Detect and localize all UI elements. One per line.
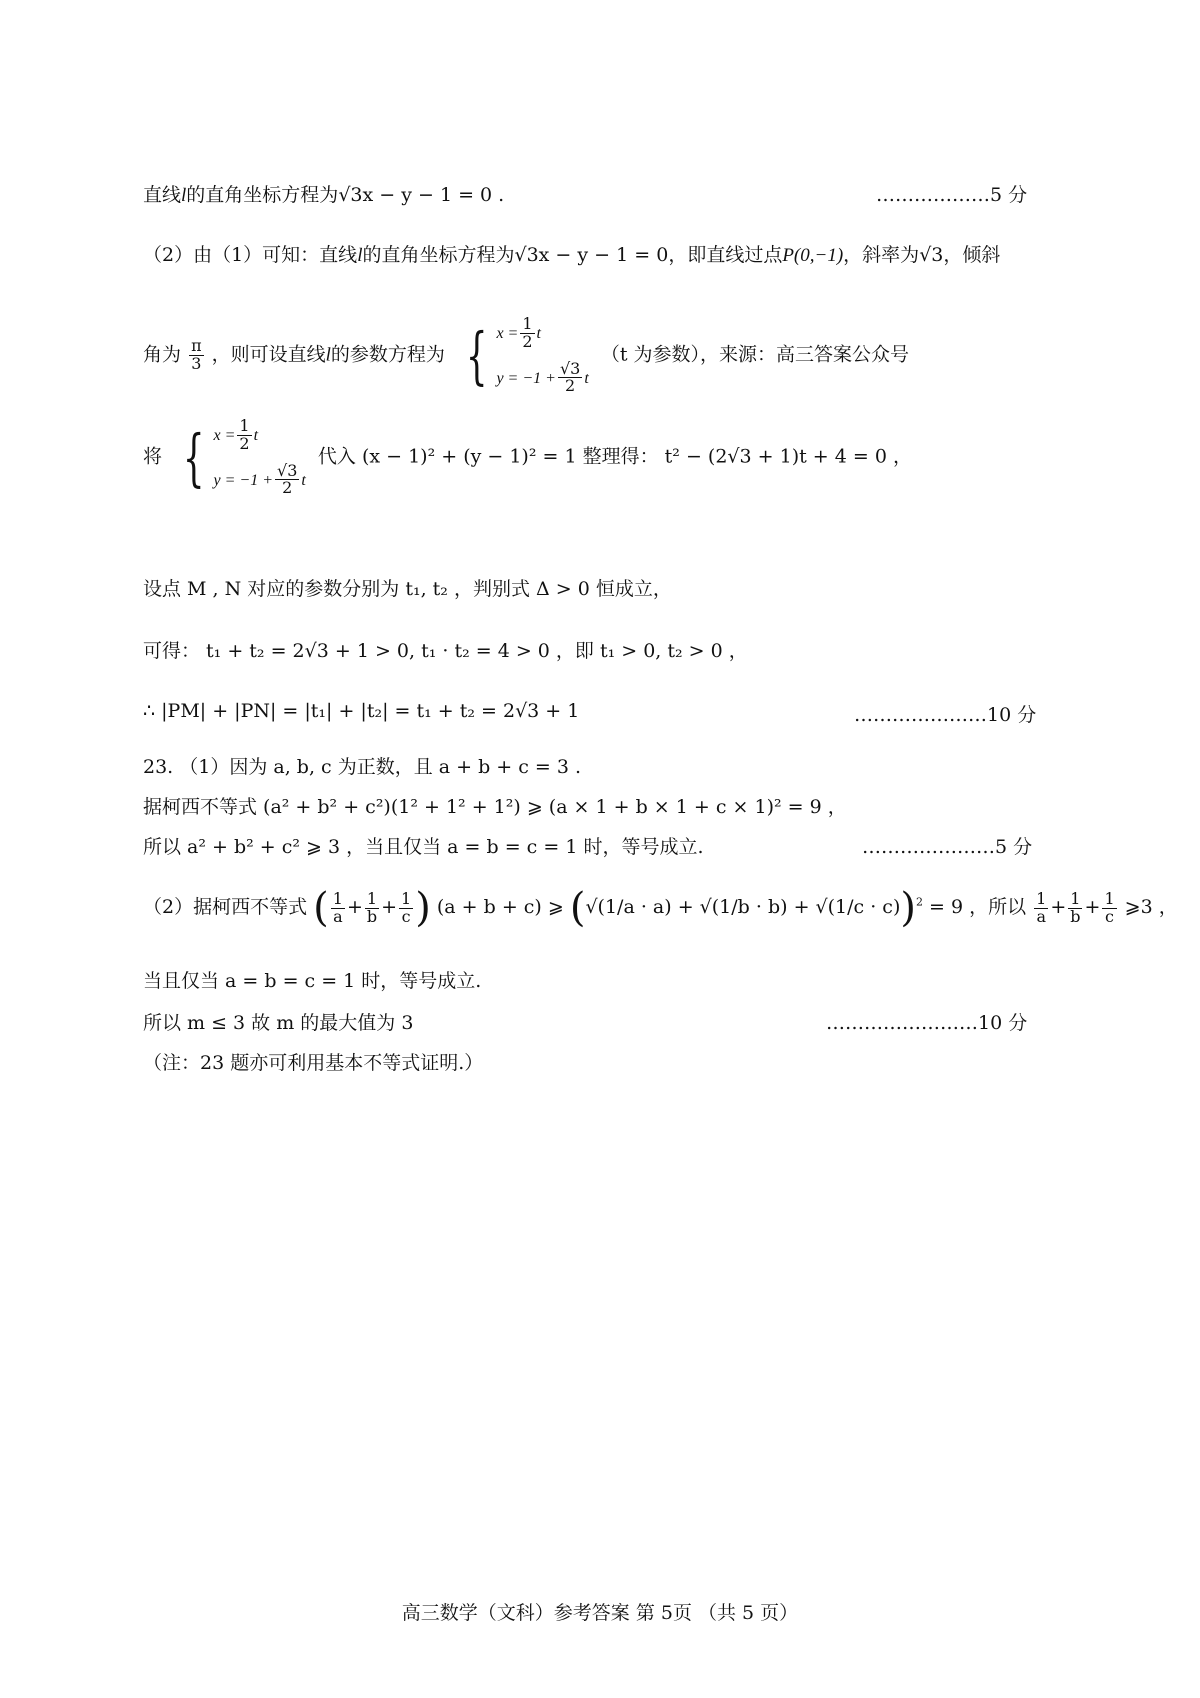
equation: (x − 1)² + (y − 1)² = 1 — [361, 445, 577, 468]
row-x — [496, 316, 588, 351]
var-l: l — [357, 245, 363, 266]
den: 2 — [282, 478, 293, 498]
line-6: 可得： t₁ + t₂ = 2√3 + 1 > 0, t₁ · t₂ = 4 > 0 ，即 t₁ > 0, t₂ > 0 ， — [143, 640, 748, 662]
den: 2 — [522, 331, 533, 351]
den: 2 — [239, 433, 250, 453]
num: 1 — [366, 888, 378, 908]
row-y — [496, 358, 589, 396]
text: 直线 — [143, 184, 182, 206]
t: t — [584, 369, 589, 387]
text: ，即直线过点 — [668, 244, 783, 266]
line-7: ∴ |PM| + |PN| = |t₁| + |t₂| = t₁ + t₂ = 2√3 + 1 — [143, 700, 580, 722]
numerator: π — [191, 336, 202, 356]
line-14: （注：23 题亦可利用基本不等式证明.） — [143, 1052, 484, 1074]
line-8: 23. （1）因为 a, b, c 为正数，且 a + b + c = 3 . — [143, 756, 582, 778]
text: （2）据柯西不等式 — [143, 896, 308, 918]
text: 将 — [143, 445, 163, 468]
parametric-system — [174, 418, 306, 497]
text: (a + b + c) ⩾ — [436, 896, 564, 918]
text: ⩾3 ， — [1124, 896, 1178, 918]
den: a — [333, 906, 343, 926]
slope: √3 — [919, 244, 944, 266]
line-10: 所以 a² + b² + c² ⩾ 3 ，当且仅当 a = b = c = 1 时，等号成立. — [143, 836, 704, 858]
den: b — [366, 906, 378, 926]
x-eq: x = — [213, 426, 236, 444]
equation: √3x − y − 1 = 0 . — [338, 184, 505, 206]
row-x — [214, 418, 306, 453]
den: c — [1105, 906, 1115, 926]
line-2 — [143, 240, 1000, 267]
parametric-system — [457, 316, 589, 395]
brace-icon: { — [465, 318, 488, 392]
den: b — [1070, 906, 1081, 926]
num: √3 — [277, 460, 298, 480]
num: 1 — [1070, 888, 1081, 908]
text: 代入 — [317, 445, 356, 468]
score-10b: ……………………10 分 — [826, 1012, 1028, 1034]
page-footer: 高三数学（文科）参考答案 第 5页 （共 5 页） — [401, 1602, 799, 1624]
paren: ( — [569, 885, 586, 931]
text: 的直角坐标方程为 — [186, 184, 339, 206]
text: ，斜率为 — [843, 244, 920, 266]
line-3 — [143, 316, 909, 395]
root-a: √(1/a · a) — [585, 896, 672, 918]
den: a — [1036, 906, 1047, 926]
text: = 9 ，所以 — [929, 896, 1027, 918]
num: √3 — [559, 358, 581, 378]
den: 2 — [565, 376, 576, 396]
x-eq: x = — [496, 324, 519, 342]
text: （t 为参数），来源：高三答案公众号 — [600, 343, 909, 366]
y-eq: y = −1 + — [496, 369, 556, 387]
num: 1 — [332, 888, 343, 908]
text: ，倾斜 — [943, 244, 1001, 266]
line-11: （2）据柯西不等式 ( $\frac{1}{a}$ + $\frac{1}{b}$ + $\frac{1}{c}$ ) (a + b + c) ⩾ $(√(1/a \cdot a) + √(1/b \cdot b) + √(1/c \cdot c))^2 = 9$ ，所以 $\frac{1}{a}$ + $\frac{1}{b}$ + $\frac{1}{c}$ ⩾3 ， — [143, 885, 1178, 931]
den: c — [401, 906, 411, 926]
denominator: 3 — [191, 354, 202, 374]
text: 的参数方程为 — [330, 343, 445, 366]
paren: ) — [415, 885, 431, 931]
t: t — [253, 426, 259, 444]
paren: ) — [900, 885, 916, 931]
text: 的直角坐标方程为 — [362, 244, 515, 266]
num: 1 — [522, 314, 533, 333]
score-5: ………………5 分 — [876, 184, 1028, 206]
t: t — [301, 471, 306, 489]
line-4 — [143, 418, 912, 497]
text: 整理得： — [582, 445, 659, 468]
brace-icon: { — [182, 420, 205, 494]
root-b: √(1/b · b) — [699, 896, 788, 918]
line-5: 设点 M , N 对应的参数分别为 t₁, t₂ ，判别式 Δ > 0 恒成立， — [143, 578, 672, 600]
num: 1 — [401, 888, 412, 908]
num: 1 — [1104, 888, 1115, 908]
paren: ( — [313, 885, 329, 931]
text: （2）由（1）可知：直线 — [143, 244, 358, 266]
var-l: l — [181, 185, 187, 206]
row-y — [213, 460, 306, 498]
score-5b: …………………5 分 — [862, 836, 1033, 858]
num: 1 — [239, 416, 250, 435]
text: 角为 — [143, 343, 182, 366]
y-eq: y = −1 + — [213, 471, 274, 489]
text: ，则可设直线 — [211, 343, 326, 366]
t: t — [536, 324, 541, 342]
equation: √3x − y − 1 = 0 — [514, 244, 669, 266]
score-10: …………………10 分 — [854, 704, 1037, 726]
root-c: √(1/c · c) — [815, 896, 901, 918]
point: P(0,−1) — [782, 245, 844, 266]
equation: t² − (2√3 + 1)t + 4 = 0 ， — [664, 445, 912, 468]
line-1 — [143, 180, 504, 207]
fraction-pi-3 — [189, 338, 204, 373]
var-l: l — [325, 344, 331, 366]
line-12: 当且仅当 a = b = c = 1 时，等号成立. — [143, 970, 482, 992]
line-9: 据柯西不等式 (a² + b² + c²)(1² + 1² + 1²) ⩾ (a × 1 + b × 1 + c × 1)² = 9 ， — [143, 796, 847, 818]
num: 1 — [1036, 888, 1047, 908]
line-13: 所以 m ≤ 3 故 m 的最大值为 3 — [143, 1012, 414, 1034]
